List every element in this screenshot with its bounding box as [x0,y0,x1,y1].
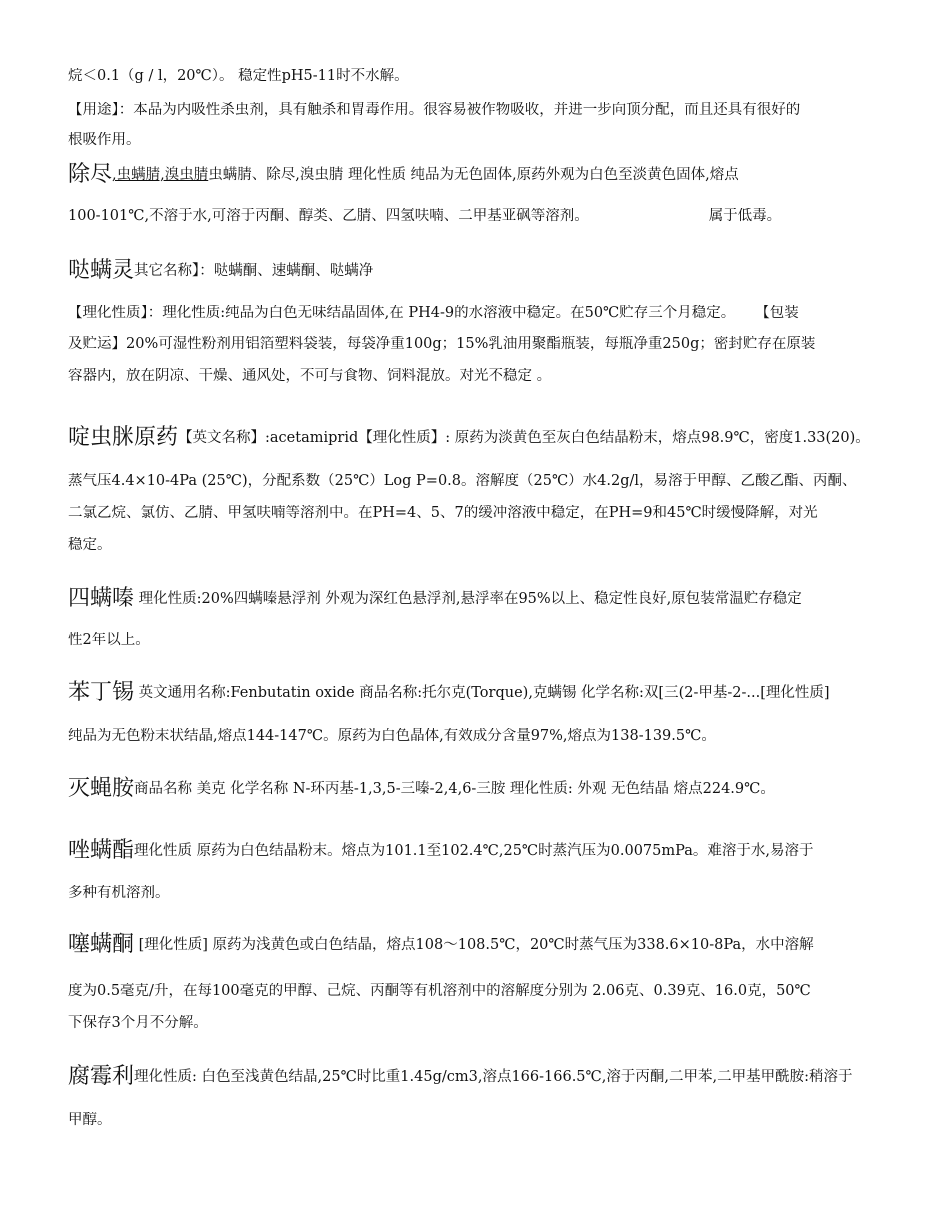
text-line [68,425,888,451]
line-text: 理化性质 原药为白色结晶粉末。熔点为101.1至102.4℃,25℃时蒸汽压为0.0075mPa。难溶于水,易溶于 [134,843,814,859]
line-text: 烷＜0.1（g / l，20℃）。 稳定性pH5-11时不水解。 [68,68,409,84]
line-text: 【英文名称】:acetamiprid【理化性质】: 原药为淡黄色至灰白色结晶粉末，熔点98.9℃，密度1.33(20)。 [178,430,870,446]
line-text: 二氯乙烷、氯仿、乙腈、甲氢呋喃等溶剂中。在PH=4、5、7的缓冲溶液中稳定，在PH=9和45℃时缓慢降解，对光 [68,505,818,521]
line-text: 纯品为无色粉末状结晶,熔点144-147℃。原药为白色晶体,有效成分含量97%,熔点为138-139.5℃。 [68,728,716,744]
line-text: [理化性质] 原药为浅黄色或白色结晶，熔点108～108.5℃，20℃时蒸气压为338.6×10-8Pa，水中溶解 [134,937,814,953]
text-line [68,1015,888,1032]
entry-title: 腐霉利 [68,1064,135,1089]
line-text: 【理化性质】：理化性质:纯品为白色无味结晶固体,在 PH4-9的水溶液中稳定。在50℃贮存三个月稳定。 [68,305,736,321]
line-text: 下保存3个月不分解。 [68,1015,208,1031]
line-text: 属于低毒。 [708,208,782,224]
line-text: 【用途】：本品为内吸性杀虫剂，具有触杀和胃毒作用。很容易被作物吸收，并进一步向顶分配，而且还具有很好的 [68,102,801,118]
text-line [68,473,888,490]
text-line [68,208,888,225]
line-text: 商品名称 美克 化学名称 N-环丙基-1,3,5-三嗪-2,4,6-三胺 理化性质: 外观 无色结晶 熔点224.9℃。 [134,781,775,797]
line-text: 虫螨腈、除尽,溴虫腈 理化性质 纯品为无色固体,原药外观为白色至淡黄色固体,熔点 [208,167,739,183]
line-text: 【包装 [755,305,799,321]
line-text: 英文通用名称:Fenbutatin oxide 商品名称:托尔克(Torque),克螨锡 化学名称:双[三(2-甲基-2-...[理化性质] [134,685,830,701]
entry-title: 唑螨酯 [68,838,135,863]
text-line [68,1064,888,1090]
text-line [68,776,888,802]
line-text: 其它名称】：哒螨酮、速螨酮、哒螨净 [134,263,374,279]
line-text: 理化性质:20%四螨嗪悬浮剂 外观为深红色悬浮剂,悬浮率在95%以上、稳定性良好,原包装常温贮存稳定 [134,591,802,607]
entry-title: 噻螨酮 [68,932,135,957]
entry-title: 哒螨灵 [68,258,135,283]
text-line [68,68,888,85]
line-text: 及贮运】20%可湿性粉剂用铝箔塑料袋装，每袋净重100g；15%乳油用聚酯瓶装，每瓶净重250g；密封贮存在原装 [68,336,816,352]
text-line [68,305,888,322]
line-text: 多种有机溶剂。 [68,885,170,901]
line-text: 蒸气压4.4×10-4Pa (25℃)，分配系数（25℃）Log P=0.8。溶解度（25℃）水4.2g/l，易溶于甲醇、乙酸乙酯、丙酮、 [68,473,857,489]
line-text: 理化性质: 白色至浅黄色结晶,25℃时比重1.45g/cm3,溶点166-166.5℃,溶于丙酮,二甲苯,二甲基甲酰胺:稍溶于 [134,1069,853,1085]
text-line [68,728,888,745]
text-line [68,586,888,612]
entry-title: 啶虫脒原药 [68,425,179,450]
line-text: 容器内，放在阴凉、干燥、通风处，不可与食物、饲料混放。对光不稳定 。 [68,368,552,384]
line-text: 性2年以上。 [68,632,150,648]
text-line [68,505,888,522]
text-line [68,680,888,706]
entry-title: 四螨嗪 [68,586,135,611]
line-text: 度为0.5毫克/升，在每100毫克的甲醇、己烷、丙酮等有机溶剂中的溶解度分别为 2.06克、0.39克、16.0克，50℃ [68,983,811,999]
text-line [68,336,888,353]
text-line [68,983,888,1000]
line-text: 100-101℃,不溶于水,可溶于丙酮、醇类、乙腈、四氢呋喃、二甲基亚砜等溶剂。 [68,208,589,224]
text-line [68,1112,888,1129]
line-text: 甲醇。 [68,1112,112,1128]
entry-title: 灭蝇胺 [68,776,135,801]
entry-title: 除尽 [68,162,113,187]
text-line [68,838,888,864]
text-line [68,932,888,958]
line-text: 稳定。 [68,537,112,553]
text-line [68,258,888,284]
text-line [68,132,888,149]
text-line [68,537,888,554]
underlined-text: ,虫螨腈,溴虫腈 [112,167,209,183]
text-line [68,162,888,188]
text-line [68,632,888,649]
text-line [68,102,888,119]
text-line [68,368,888,385]
entry-title: 苯丁锡 [68,680,135,705]
text-line [68,885,888,902]
line-text: 根吸作用。 [68,132,141,148]
